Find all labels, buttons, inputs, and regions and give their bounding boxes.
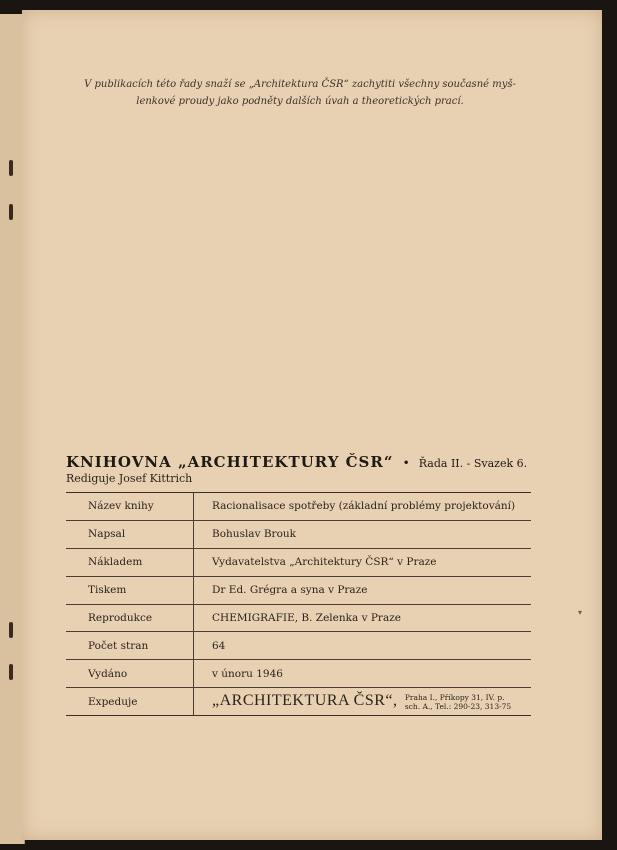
row-value: v únoru 1946 bbox=[212, 667, 283, 680]
row-value bbox=[194, 692, 531, 711]
row-value: Bohuslav Brouk bbox=[212, 528, 297, 541]
row-label: Název knihy bbox=[66, 493, 194, 520]
intro-paragraph bbox=[60, 76, 540, 110]
table-row bbox=[66, 577, 531, 605]
editor-line: Rediguje Josef Kittrich bbox=[66, 472, 193, 485]
table-row-expeduje bbox=[66, 688, 531, 716]
table-row bbox=[66, 549, 531, 577]
row-label: Expeduje bbox=[66, 688, 194, 715]
margin-mark: ▾ bbox=[578, 608, 583, 617]
row-label: Reprodukce bbox=[66, 605, 194, 632]
row-value: Vydavatelstva „Architektury ČSR“ v Praze bbox=[212, 556, 437, 569]
row-label: Počet stran bbox=[66, 632, 194, 659]
row-value: Racionalisace spotřeby (základní problémy projektování) bbox=[212, 500, 516, 513]
intro-line-1: V publikacích této řady snaží se „Architektura ČSR“ zachytiti všechny současné myš- bbox=[84, 79, 516, 90]
table-row bbox=[66, 605, 531, 633]
table-row bbox=[66, 632, 531, 660]
table-row bbox=[66, 521, 531, 549]
publisher-address bbox=[405, 693, 511, 711]
binding-hole bbox=[9, 160, 13, 176]
binding-hole bbox=[9, 664, 13, 680]
row-value: 64 bbox=[212, 639, 226, 652]
binding-hole bbox=[9, 622, 13, 638]
row-label: Napsal bbox=[66, 521, 194, 548]
row-label: Tiskem bbox=[66, 577, 194, 604]
series-name: KNIHOVNA „ARCHITEKTURY ČSR“ bbox=[66, 453, 394, 471]
binding-hole bbox=[9, 204, 13, 220]
row-label: Vydáno bbox=[66, 660, 194, 687]
publisher-brand: „ARCHITEKTURA ČSR“, bbox=[212, 692, 398, 710]
address-line-1: Praha I., Příkopy 31, IV. p. bbox=[404, 693, 505, 703]
table-row bbox=[66, 660, 531, 688]
series-heading bbox=[66, 452, 531, 471]
table-row bbox=[66, 493, 531, 521]
bullet-icon: • bbox=[402, 456, 410, 470]
row-label: Nákladem bbox=[66, 549, 194, 576]
publication-info-table bbox=[66, 492, 531, 716]
row-value: CHEMIGRAFIE, B. Zelenka v Praze bbox=[212, 612, 401, 624]
row-value: Dr Ed. Grégra a syna v Praze bbox=[212, 584, 368, 597]
series-volume: Řada II. - Svazek 6. bbox=[418, 457, 528, 470]
intro-line-2: lenkové proudy jako podněty dalších úvah a theoretických prací. bbox=[136, 96, 464, 107]
address-line-2: sch. A., Tel.: 290-23, 313-75 bbox=[404, 702, 512, 712]
